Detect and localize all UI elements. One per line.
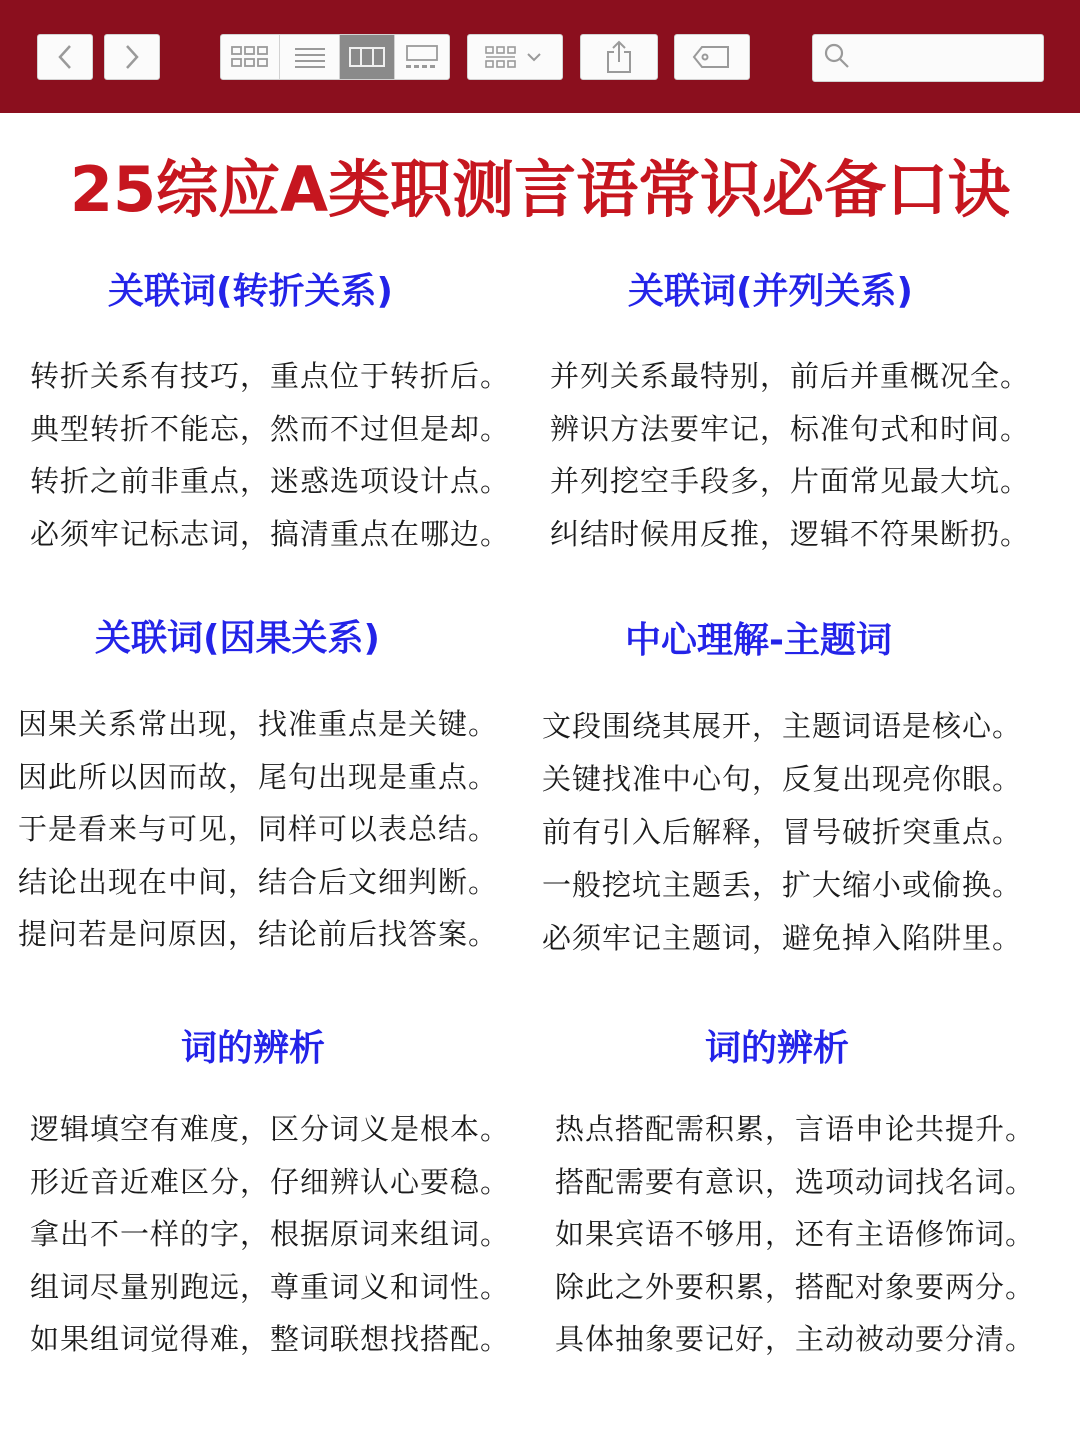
verse-line: 前有引入后解释，冒号破折突重点。	[542, 815, 1023, 849]
verse-line: 纠结时候用反推，逻辑不符果断扔。	[550, 516, 1031, 551]
verse-line: 转折之前非重点，迷惑选项设计点。	[30, 464, 511, 498]
share-button[interactable]	[580, 34, 658, 80]
tag-icon	[692, 44, 732, 70]
gallery-view-icon	[403, 44, 441, 70]
list-view-icon	[293, 45, 327, 69]
page-title: 25综应A类职测言语常识必备口诀	[69, 153, 1011, 226]
section-heading-main-idea: 中心理解-主题词	[625, 620, 892, 661]
verse-line: 辨识方法要牢记，标准句式和时间。	[550, 411, 1031, 446]
verse-line: 转折关系有技巧，重点位于转折后。	[30, 359, 511, 393]
verse-line: 热点搭配需积累，言语申论共提升。	[555, 1112, 1036, 1146]
group-icon	[480, 44, 550, 70]
verse-line: 因果关系常出现，找准重点是关键。	[18, 707, 499, 741]
verse-line: 必须牢记标志词，搞清重点在哪边。	[30, 516, 511, 551]
verse-line: 关键找准中心句，反复出现亮你眼。	[542, 762, 1023, 796]
section-lines-transition	[30, 350, 510, 560]
section-heading-parallel: 关联词(并列关系)	[628, 271, 913, 312]
view-mode-segmented-control	[220, 34, 450, 80]
search-input[interactable]	[857, 34, 1080, 82]
section-heading-transition: 关联词(转折关系)	[108, 271, 393, 312]
section-heading-causal: 关联词(因果关系)	[95, 618, 380, 659]
search-icon	[823, 42, 851, 74]
back-button[interactable]	[37, 34, 93, 80]
forward-icon	[123, 44, 141, 70]
search-field[interactable]	[812, 34, 1044, 82]
section-heading-word-analysis-1: 词的辨析	[181, 1028, 326, 1069]
section-lines-word-analysis-1	[30, 1103, 510, 1366]
verse-line: 结论出现在中间，结合后文细判断。	[18, 864, 499, 899]
verse-line: 并列挖空手段多，片面常见最大坑。	[550, 464, 1031, 498]
verse-line: 并列关系最特别，前后并重概况全。	[550, 359, 1031, 393]
verse-line: 因此所以因而故，尾句出现是重点。	[18, 759, 499, 794]
verse-line: 于是看来与可见，同样可以表总结。	[18, 812, 499, 846]
verse-line: 文段围绕其展开，主题词语是核心。	[542, 709, 1023, 743]
verse-line: 如果组词觉得难，整词联想找搭配。	[30, 1322, 511, 1356]
verse-line: 提问若是问原因，结论前后找答案。	[18, 917, 499, 951]
verse-line: 如果宾语不够用，还有主语修饰词。	[555, 1217, 1036, 1251]
grid-view-button[interactable]	[221, 35, 280, 79]
grid-view-icon	[230, 44, 270, 70]
forward-button[interactable]	[104, 34, 160, 80]
section-lines-causal	[18, 698, 498, 961]
verse-line: 必须牢记主题词，避免掉入陷阱里。	[542, 921, 1023, 955]
column-view-button[interactable]	[340, 35, 396, 79]
tag-button[interactable]	[674, 34, 750, 80]
verse-line: 组词尽量别跑远，尊重词义和词性。	[30, 1269, 511, 1304]
verse-line: 拿出不一样的字，根据原词来组词。	[30, 1217, 511, 1251]
section-lines-main-idea	[542, 700, 1022, 965]
verse-line: 搭配需要有意识，选项动词找名词。	[555, 1164, 1036, 1199]
gallery-view-button[interactable]	[395, 35, 449, 79]
group-by-button[interactable]	[467, 34, 563, 80]
back-icon	[56, 44, 74, 70]
toolbar	[0, 0, 1080, 113]
verse-line: 具体抽象要记好，主动被动要分清。	[555, 1322, 1036, 1356]
section-lines-word-analysis-2	[555, 1103, 1035, 1366]
verse-line: 典型转折不能忘，然而不过但是却。	[30, 411, 511, 446]
column-view-icon	[348, 46, 386, 68]
list-view-button[interactable]	[280, 35, 339, 79]
section-lines-parallel	[550, 350, 1030, 560]
verse-line: 除此之外要积累，搭配对象要两分。	[555, 1269, 1036, 1304]
share-icon	[604, 40, 634, 74]
verse-line: 一般挖坑主题丢，扩大缩小或偷换。	[542, 868, 1023, 902]
verse-line: 形近音近难区分，仔细辨认心要稳。	[30, 1164, 511, 1199]
verse-line: 逻辑填空有难度，区分词义是根本。	[30, 1112, 511, 1146]
section-heading-word-analysis-2: 词的辨析	[705, 1028, 850, 1069]
